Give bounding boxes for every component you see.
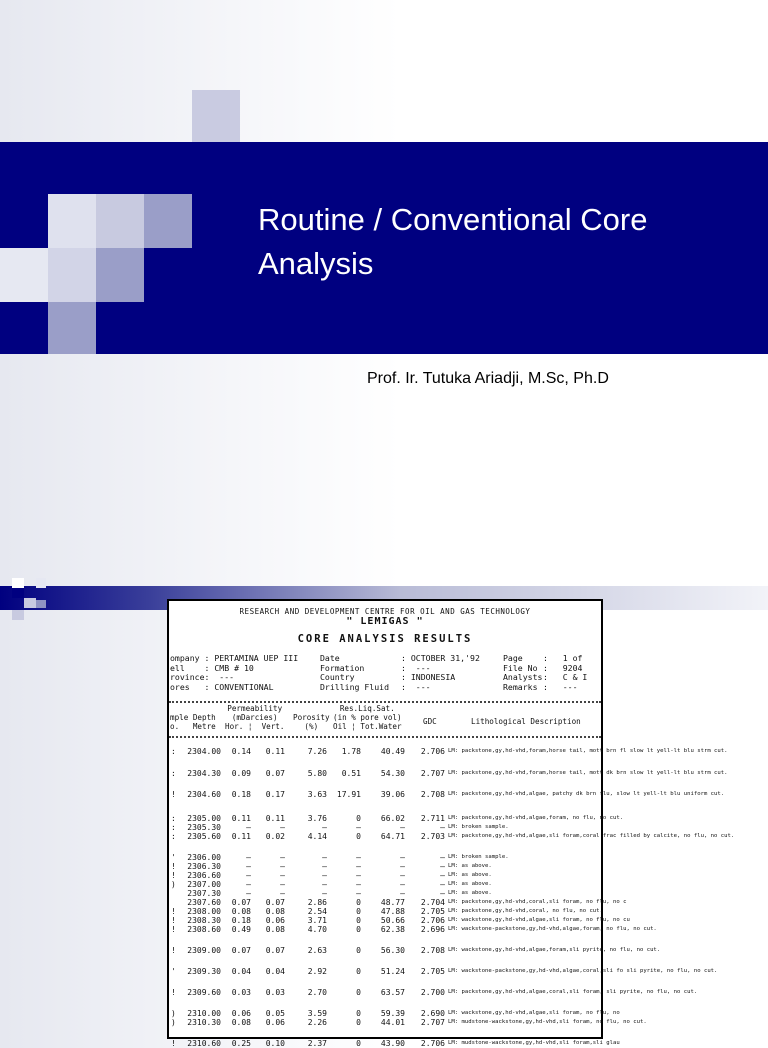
cell-water-sat: 47.88 — [380, 907, 405, 916]
cell-oil-sat: 0 — [356, 814, 361, 823]
deco-square — [12, 610, 24, 620]
cell-perm-hor: 0.11 — [231, 832, 251, 841]
cell-porosity: 4.70 — [307, 925, 327, 934]
row-marker: ! — [171, 916, 176, 925]
cell-water-sat: 50.66 — [380, 916, 405, 925]
cell-depth: 2306.00 — [187, 853, 221, 862]
report-rule — [169, 701, 601, 703]
cell-perm-hor: 0.03 — [231, 988, 251, 997]
cell-perm-hor: 0.49 — [231, 925, 251, 934]
cell-perm-hor: 0.07 — [231, 898, 251, 907]
cell-lithology: LM: wackstone,gy,hd-vhd,algae,sli foram, no flu, no cu — [448, 917, 630, 923]
cell-porosity: 2.26 — [307, 1018, 327, 1027]
report-meta-mid-values: : OCTOBER 31,'92 : --- : INDONESIA : --- — [401, 653, 480, 692]
row-marker: ) — [171, 880, 176, 889]
cell-oil-sat: 0.51 — [341, 769, 361, 778]
cell-water-sat: 63.57 — [380, 988, 405, 997]
cell-water-sat: – — [400, 853, 405, 862]
col-gdc: GDC — [423, 717, 437, 726]
cell-porosity: 2.63 — [307, 946, 327, 955]
cell-oil-sat: – — [356, 889, 361, 898]
cell-depth: 2308.00 — [187, 907, 221, 916]
cell-depth: 2310.00 — [187, 1009, 221, 1018]
cell-water-sat: 59.39 — [380, 1009, 405, 1018]
cell-porosity: 3.63 — [307, 790, 327, 799]
cell-water-sat: 51.24 — [380, 967, 405, 976]
report-meta-mid-labels: Date Formation Country Drilling Fluid — [320, 653, 390, 692]
cell-lithology: LM: packstone,gy,hd-vhd,foram,horse tail, mott dk brn slow lt yell-lt blu strm cut. — [448, 770, 728, 776]
cell-gdc: 2.705 — [420, 967, 445, 976]
cell-gdc: 2.708 — [420, 946, 445, 955]
cell-water-sat: 56.30 — [380, 946, 405, 955]
cell-gdc: – — [440, 862, 445, 871]
cell-lithology: LM: packstone,gy,hd-vhd,algae,sli foram,coral frac filled by calcite, no flu, no cut. — [448, 833, 735, 839]
cell-porosity: 5.80 — [307, 769, 327, 778]
cell-perm-vert: 0.11 — [265, 814, 285, 823]
row-marker: ! — [171, 871, 176, 880]
cell-gdc: 2.705 — [420, 907, 445, 916]
row-marker: : — [171, 823, 176, 832]
cell-depth: 2307.30 — [187, 889, 221, 898]
cell-gdc: 2.707 — [420, 769, 445, 778]
cell-perm-hor: 0.18 — [231, 916, 251, 925]
cell-depth: 2309.00 — [187, 946, 221, 955]
cell-lithology: LM: wackstone,gy,hd-vhd,algae,foram,sli pyrite, no flu, no cut. — [448, 947, 661, 953]
cell-porosity: – — [322, 889, 327, 898]
cell-porosity: – — [322, 853, 327, 862]
cell-perm-hor: – — [246, 853, 251, 862]
cell-perm-vert: 0.06 — [265, 1018, 285, 1027]
cell-depth: 2310.60 — [187, 1039, 221, 1048]
cell-perm-vert: – — [280, 871, 285, 880]
deco-square — [36, 578, 46, 588]
cell-perm-vert: – — [280, 889, 285, 898]
cell-lithology: LM: as above. — [448, 890, 492, 896]
col-lithology: Lithological Description — [471, 717, 581, 726]
report-lab: " LEMIGAS " — [346, 616, 424, 627]
cell-porosity: 2.86 — [307, 898, 327, 907]
deco-square — [0, 248, 48, 302]
row-marker: ' — [171, 853, 176, 862]
cell-gdc: 2.704 — [420, 898, 445, 907]
cell-porosity: 2.92 — [307, 967, 327, 976]
row-marker: : — [171, 769, 176, 778]
cell-water-sat: 44.01 — [380, 1018, 405, 1027]
deco-square — [12, 578, 24, 588]
cell-lithology: LM: packstone,gy,hd-vhd,algae, patchy dk brn flu, slow lt yell-lt blu uniform cut. — [448, 791, 725, 797]
cell-oil-sat: – — [356, 871, 361, 880]
slide-title: Routine / Conventional Core Analysis — [258, 202, 648, 281]
report-institution: RESEARCH AND DEVELOPMENT CENTRE FOR OIL AND GAS TECHNOLOGY — [239, 607, 531, 616]
row-marker: ! — [171, 988, 176, 997]
cell-lithology: LM: mudstone-wackstone,gy,hd-vhd,sli foram, no flu, no cut. — [448, 1019, 647, 1025]
cell-lithology: LM: packstone,gy,hd-vhd,foram,horse tail, mott brn fl slow lt yell-lt blu strm cut. — [448, 748, 728, 754]
col-permeability: Permeability (mDarcies) Hor. ¦ Vert. — [225, 704, 285, 731]
col-sample-depth: mple Depth o. Metre — [170, 713, 216, 731]
cell-water-sat: 43.90 — [380, 1039, 405, 1048]
cell-perm-hor: 0.08 — [231, 907, 251, 916]
cell-water-sat: – — [400, 823, 405, 832]
cell-perm-vert: 0.05 — [265, 1009, 285, 1018]
cell-perm-hor: – — [246, 862, 251, 871]
cell-perm-hor: – — [246, 889, 251, 898]
cell-lithology: LM: broken sample. — [448, 824, 509, 830]
deco-square — [36, 600, 46, 608]
cell-depth: 2310.30 — [187, 1018, 221, 1027]
deco-square — [192, 90, 240, 142]
cell-porosity: 2.37 — [307, 1039, 327, 1048]
deco-square — [96, 194, 144, 248]
cell-gdc: – — [440, 889, 445, 898]
cell-gdc: 2.707 — [420, 1018, 445, 1027]
cell-perm-hor: 0.11 — [231, 814, 251, 823]
cell-lithology: LM: packstone,gy,hd-vhd,algae,coral,sli foram, sli pyrite, no flu, no cut. — [448, 989, 698, 995]
cell-gdc: 2.690 — [420, 1009, 445, 1018]
cell-perm-vert: 0.08 — [265, 925, 285, 934]
cell-porosity: 3.76 — [307, 814, 327, 823]
report-rule — [169, 736, 601, 738]
cell-perm-vert: 0.07 — [265, 946, 285, 955]
cell-gdc: – — [440, 880, 445, 889]
row-marker: ! — [171, 907, 176, 916]
cell-oil-sat: 0 — [356, 925, 361, 934]
cell-lithology: LM: wackstone,gy,hd-vhd,algae,sli foram, no flu, no — [448, 1010, 620, 1016]
cell-depth: 2305.30 — [187, 823, 221, 832]
cell-perm-hor: 0.08 — [231, 1018, 251, 1027]
cell-gdc: 2.706 — [420, 747, 445, 756]
cell-perm-hor: 0.07 — [231, 946, 251, 955]
report-meta-right-values: : 1 of : 9204 : C & I : --- — [543, 653, 588, 692]
deco-square — [48, 248, 96, 302]
deco-square — [12, 588, 24, 598]
row-marker: ! — [171, 925, 176, 934]
cell-depth: 2308.60 — [187, 925, 221, 934]
cell-perm-hor: 0.14 — [231, 747, 251, 756]
cell-perm-vert: 0.07 — [265, 769, 285, 778]
cell-porosity: 3.71 — [307, 916, 327, 925]
cell-perm-hor: 0.06 — [231, 1009, 251, 1018]
cell-depth: 2304.00 — [187, 747, 221, 756]
cell-perm-vert: 0.02 — [265, 832, 285, 841]
cell-perm-hor: 0.18 — [231, 790, 251, 799]
cell-perm-vert: 0.04 — [265, 967, 285, 976]
cell-oil-sat: 0 — [356, 988, 361, 997]
cell-porosity: – — [322, 862, 327, 871]
cell-depth: 2304.60 — [187, 790, 221, 799]
row-marker: ! — [171, 946, 176, 955]
report-meta-left: ompany : PERTAMINA UEP III ell : CMB # 10 rovince: --- ores : CONVENTIONAL — [170, 653, 299, 692]
cell-gdc: 2.703 — [420, 832, 445, 841]
cell-lithology: LM: as above. — [448, 872, 492, 878]
cell-gdc: 2.706 — [420, 916, 445, 925]
cell-porosity: – — [322, 823, 327, 832]
cell-perm-vert: 0.10 — [265, 1039, 285, 1048]
row-marker: ' — [171, 967, 176, 976]
cell-oil-sat: 0 — [356, 1009, 361, 1018]
cell-lithology: LM: mudstone-wackstone,gy,hd-vhd,sli foram,sli glau — [448, 1040, 620, 1046]
cell-perm-hor: 0.09 — [231, 769, 251, 778]
cell-perm-hor: – — [246, 823, 251, 832]
deco-square — [48, 302, 96, 354]
cell-depth: 2304.30 — [187, 769, 221, 778]
row-marker: ! — [171, 790, 176, 799]
row-marker: ) — [171, 1018, 176, 1027]
row-marker: ! — [171, 1039, 176, 1048]
cell-oil-sat: 0 — [356, 946, 361, 955]
cell-lithology: LM: as above. — [448, 881, 492, 887]
cell-perm-hor: – — [246, 880, 251, 889]
cell-gdc: 2.700 — [420, 988, 445, 997]
cell-depth: 2306.30 — [187, 862, 221, 871]
cell-water-sat: – — [400, 889, 405, 898]
cell-perm-vert: – — [280, 862, 285, 871]
cell-lithology: LM: packstone,gy,hd-vhd,algae,foram, no flu, no cut. — [448, 815, 624, 821]
row-marker: ! — [171, 862, 176, 871]
cell-perm-vert: – — [280, 880, 285, 889]
col-porosity: Porosity (%) — [293, 713, 330, 731]
cell-depth: 2306.60 — [187, 871, 221, 880]
cell-porosity: – — [322, 871, 327, 880]
cell-gdc: 2.706 — [420, 1039, 445, 1048]
cell-porosity: 2.70 — [307, 988, 327, 997]
cell-water-sat: 62.38 — [380, 925, 405, 934]
deco-square — [48, 194, 96, 248]
cell-oil-sat: 0 — [356, 907, 361, 916]
report-title: CORE ANALYSIS RESULTS — [297, 633, 473, 645]
cell-oil-sat: – — [356, 823, 361, 832]
row-marker: : — [171, 814, 176, 823]
cell-porosity: 4.14 — [307, 832, 327, 841]
cell-perm-hor: – — [246, 871, 251, 880]
cell-water-sat: – — [400, 862, 405, 871]
cell-perm-vert: – — [280, 823, 285, 832]
cell-oil-sat: – — [356, 862, 361, 871]
cell-depth: 2307.60 — [187, 898, 221, 907]
cell-oil-sat: 0 — [356, 898, 361, 907]
cell-perm-vert: 0.17 — [265, 790, 285, 799]
cell-porosity: – — [322, 880, 327, 889]
cell-depth: 2308.30 — [187, 916, 221, 925]
cell-lithology: LM: wackstone-packstone,gy,hd-vhd,algae,coral,sli fo sli pyrite, no flu, no cut. — [448, 968, 718, 974]
cell-lithology: LM: packstone,gy,hd-vhd,coral, no flu, no cut. — [448, 908, 603, 914]
cell-perm-vert: 0.06 — [265, 916, 285, 925]
cell-gdc: – — [440, 823, 445, 832]
cell-water-sat: 64.71 — [380, 832, 405, 841]
cell-perm-hor: 0.04 — [231, 967, 251, 976]
cell-gdc: – — [440, 871, 445, 880]
slide-author: Prof. Ir. Tutuka Ariadji, M.Sc, Ph.D — [367, 370, 609, 387]
cell-oil-sat: 1.78 — [341, 747, 361, 756]
cell-depth: 2309.30 — [187, 967, 221, 976]
report-meta-right-labels: Page File No Analysts Remarks — [503, 653, 543, 692]
cell-gdc: 2.711 — [420, 814, 445, 823]
cell-porosity: 2.54 — [307, 907, 327, 916]
cell-gdc: – — [440, 853, 445, 862]
cell-perm-vert: 0.03 — [265, 988, 285, 997]
cell-oil-sat: 0 — [356, 1018, 361, 1027]
cell-lithology: LM: broken sample. — [448, 854, 509, 860]
cell-gdc: 2.696 — [420, 925, 445, 934]
cell-oil-sat: 0 — [356, 916, 361, 925]
cell-lithology: LM: packstone,gy,hd-vhd,coral,sli foram, no flu, no c — [448, 899, 627, 905]
row-marker: : — [171, 832, 176, 841]
cell-water-sat: 54.30 — [380, 769, 405, 778]
row-marker: ) — [171, 1009, 176, 1018]
cell-perm-vert: 0.11 — [265, 747, 285, 756]
cell-gdc: 2.708 — [420, 790, 445, 799]
cell-oil-sat: 17.91 — [336, 790, 361, 799]
cell-oil-sat: 0 — [356, 967, 361, 976]
cell-perm-vert: 0.08 — [265, 907, 285, 916]
cell-oil-sat: 0 — [356, 1039, 361, 1048]
cell-oil-sat: 0 — [356, 832, 361, 841]
core-analysis-report-image — [167, 599, 735, 1048]
cell-oil-sat: – — [356, 880, 361, 889]
deco-square — [144, 194, 192, 248]
cell-oil-sat: – — [356, 853, 361, 862]
cell-depth: 2305.00 — [187, 814, 221, 823]
cell-lithology: LM: as above. — [448, 863, 492, 869]
cell-water-sat: 66.02 — [380, 814, 405, 823]
cell-porosity: 3.59 — [307, 1009, 327, 1018]
cell-water-sat: 39.06 — [380, 790, 405, 799]
cell-water-sat: – — [400, 871, 405, 880]
cell-perm-vert: 0.07 — [265, 898, 285, 907]
cell-lithology: LM: wackstone-packstone,gy,hd-vhd,algae,foram, no flu, no cut. — [448, 926, 657, 932]
deco-square — [96, 248, 144, 302]
cell-water-sat: 48.77 — [380, 898, 405, 907]
cell-depth: 2309.60 — [187, 988, 221, 997]
col-saturation: Res.Liq.Sat. (in % pore vol) Oil ¦ Tot.Water — [333, 704, 402, 731]
cell-perm-hor: 0.25 — [231, 1039, 251, 1048]
cell-depth: 2305.60 — [187, 832, 221, 841]
cell-perm-vert: – — [280, 853, 285, 862]
cell-water-sat: 40.49 — [380, 747, 405, 756]
cell-porosity: 7.26 — [307, 747, 327, 756]
row-marker: : — [171, 747, 176, 756]
deco-square — [24, 598, 36, 608]
cell-depth: 2307.00 — [187, 880, 221, 889]
cell-water-sat: – — [400, 880, 405, 889]
